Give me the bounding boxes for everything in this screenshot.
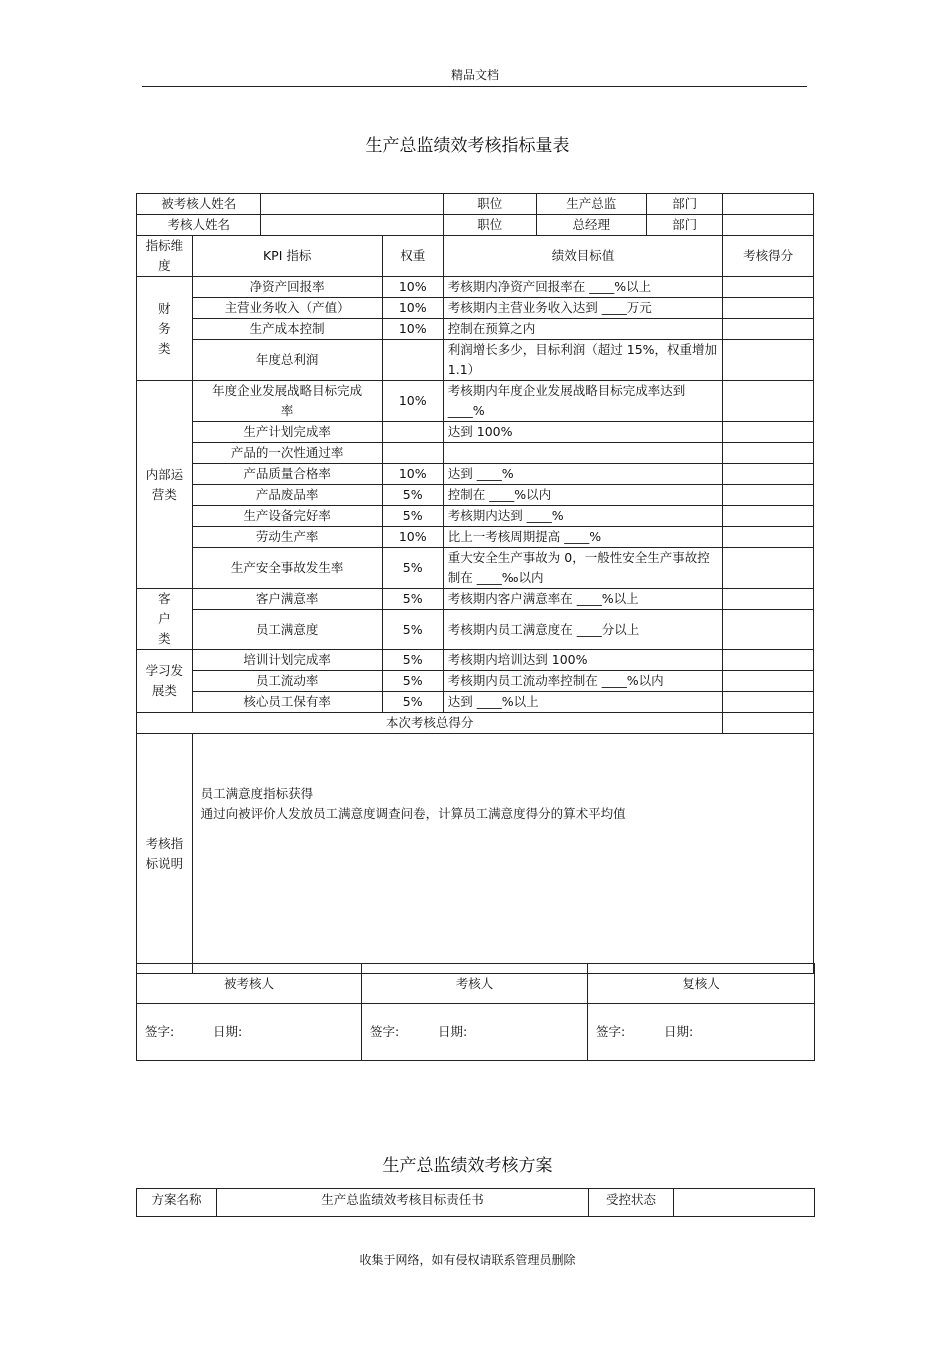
kpi-weight: 5% — [382, 506, 443, 527]
table-row — [137, 650, 814, 671]
kpi-name: 生产计划完成率 — [192, 422, 382, 443]
table-row — [137, 506, 814, 527]
kpi-weight — [382, 443, 443, 464]
kpi-weight: 10% — [382, 464, 443, 485]
header-label: 精品文档 — [450, 68, 499, 82]
footer-note: 收集于网络，如有侵权请联系管理员删除 — [359, 1253, 576, 1267]
reviewer-header: 复核人 — [588, 964, 815, 1004]
table-row — [137, 610, 814, 650]
table-row — [137, 422, 814, 443]
position-label: 职位 — [443, 194, 536, 215]
kpi-score[interactable] — [723, 422, 814, 443]
sign-label: 签字: — [145, 1024, 175, 1039]
kpi-score[interactable] — [723, 277, 814, 298]
total-score-value[interactable] — [723, 713, 814, 734]
kpi-name: 劳动生产率 — [192, 527, 382, 548]
kpi-target: 考核期内净资产回报率在 ____%以上 — [443, 277, 723, 298]
total-row — [137, 713, 814, 734]
position-label: 职位 — [443, 215, 536, 236]
kpi-score[interactable] — [723, 527, 814, 548]
kpi-weight: 5% — [382, 485, 443, 506]
table-row — [137, 485, 814, 506]
kpi-name: 生产成本控制 — [192, 319, 382, 340]
signature-table — [136, 963, 815, 1061]
kpi-score[interactable] — [723, 485, 814, 506]
kpi-name: 产品废品率 — [192, 485, 382, 506]
table-row — [137, 548, 814, 589]
table-row — [137, 692, 814, 713]
date-label: 日期: — [438, 1024, 468, 1039]
evaluatee-name-label: 被考核人姓名 — [137, 194, 261, 215]
kpi-weight: 10% — [382, 319, 443, 340]
kpi-name: 员工流动率 — [192, 671, 382, 692]
kpi-target: 考核期内主营业务收入达到 ____万元 — [443, 298, 723, 319]
signature-header-row — [137, 964, 815, 1004]
kpi-score[interactable] — [723, 610, 814, 650]
kpi-target: 比上一考核周期提高 ____% — [443, 527, 723, 548]
col-score: 考核得分 — [723, 236, 814, 277]
kpi-target: 考核期内员工满意度在 ____分以上 — [443, 610, 723, 650]
table-row — [137, 298, 814, 319]
col-weight: 权重 — [382, 236, 443, 277]
evaluator-signature-cell[interactable] — [362, 1004, 588, 1061]
kpi-name: 产品质量合格率 — [192, 464, 382, 485]
kpi-target: 达到 ____% — [443, 464, 723, 485]
table-row — [137, 589, 814, 610]
signature-row — [137, 1004, 815, 1061]
table-row — [137, 319, 814, 340]
kpi-weight: 10% — [382, 277, 443, 298]
department-label: 部门 — [646, 215, 722, 236]
table-row — [137, 443, 814, 464]
evaluatee-header: 被考核人 — [137, 964, 362, 1004]
kpi-name: 核心员工保有率 — [192, 692, 382, 713]
kpi-target: 利润增长多少，目标利润（超过 15%，权重增加 1.1） — [443, 340, 723, 381]
table-row — [137, 671, 814, 692]
kpi-weight: 5% — [382, 650, 443, 671]
plan-table — [136, 1188, 815, 1217]
evaluator-name-value[interactable] — [261, 215, 443, 236]
sign-label: 签字: — [596, 1024, 626, 1039]
kpi-weight: 10% — [382, 381, 443, 422]
kpi-weight — [382, 422, 443, 443]
kpi-name: 生产设备完好率 — [192, 506, 382, 527]
info-row — [137, 215, 814, 236]
department-label: 部门 — [646, 194, 722, 215]
table-row — [137, 464, 814, 485]
kpi-weight: 5% — [382, 671, 443, 692]
kpi-score[interactable] — [723, 506, 814, 527]
plan-name-label: 方案名称 — [137, 1189, 217, 1217]
kpi-name: 主营业务收入（产值） — [192, 298, 382, 319]
kpi-name: 客户满意率 — [192, 589, 382, 610]
column-header-row — [137, 236, 814, 277]
kpi-weight — [382, 340, 443, 381]
date-label: 日期: — [664, 1024, 694, 1039]
kpi-target: 考核期内达到 ____% — [443, 506, 723, 527]
kpi-weight: 5% — [382, 589, 443, 610]
col-dimension: 指标维度 — [137, 236, 193, 277]
table-row — [137, 277, 814, 298]
kpi-score[interactable] — [723, 381, 814, 422]
kpi-weight: 5% — [382, 692, 443, 713]
table-row — [137, 527, 814, 548]
position-value: 总经理 — [536, 215, 646, 236]
group-customer: 客户类 — [137, 589, 193, 650]
evaluatee-signature-cell[interactable] — [137, 1004, 362, 1061]
evaluator-header: 考核人 — [362, 964, 588, 1004]
kpi-weight: 5% — [382, 548, 443, 589]
kpi-table — [136, 193, 814, 974]
group-operations: 内部运营类 — [137, 381, 193, 589]
kpi-name: 净资产回报率 — [192, 277, 382, 298]
kpi-score[interactable] — [723, 340, 814, 381]
table-row — [137, 381, 814, 422]
kpi-weight: 10% — [382, 298, 443, 319]
department-value[interactable] — [723, 215, 814, 236]
kpi-target: 考核期内客户满意率在 ____%以上 — [443, 589, 723, 610]
kpi-target: 考核期内培训达到 100% — [443, 650, 723, 671]
kpi-target: 考核期内年度企业发展战略目标完成率达到____% — [443, 381, 723, 422]
col-target: 绩效目标值 — [443, 236, 723, 277]
col-kpi: KPI 指标 — [192, 236, 382, 277]
kpi-score[interactable] — [723, 589, 814, 610]
plan-status-value[interactable] — [674, 1189, 815, 1217]
group-learning: 学习发展类 — [137, 650, 193, 713]
kpi-score[interactable] — [723, 671, 814, 692]
kpi-score[interactable] — [723, 548, 814, 589]
plan-name-value: 生产总监绩效考核目标责任书 — [217, 1189, 589, 1217]
kpi-target: 达到 100% — [443, 422, 723, 443]
department-value[interactable] — [723, 194, 814, 215]
notes-label: 考核指标说明 — [137, 734, 193, 974]
kpi-name: 生产安全事故发生率 — [192, 548, 382, 589]
plan-title: 生产总监绩效考核方案 — [382, 1156, 553, 1176]
plan-row — [137, 1189, 815, 1217]
kpi-target — [443, 443, 723, 464]
total-score-label: 本次考核总得分 — [137, 713, 723, 734]
kpi-target: 考核期内员工流动率控制在 ____%以内 — [443, 671, 723, 692]
kpi-name: 产品的一次性通过率 — [192, 443, 382, 464]
kpi-weight: 10% — [382, 527, 443, 548]
group-finance: 财务类 — [137, 277, 193, 381]
kpi-score[interactable] — [723, 692, 814, 713]
kpi-name: 员工满意度 — [192, 610, 382, 650]
kpi-score[interactable] — [723, 650, 814, 671]
notes-content — [192, 734, 813, 974]
kpi-target: 达到 ____%以上 — [443, 692, 723, 713]
kpi-target: 控制在预算之内 — [443, 319, 723, 340]
notes-row — [137, 734, 814, 974]
date-label: 日期: — [213, 1024, 243, 1039]
kpi-name: 年度企业发展战略目标完成率 — [192, 381, 382, 422]
reviewer-signature-cell[interactable] — [588, 1004, 815, 1061]
kpi-score[interactable] — [723, 464, 814, 485]
kpi-score[interactable] — [723, 298, 814, 319]
kpi-target: 控制在 ____%以内 — [443, 485, 723, 506]
notes-line-2: 通过向被评价人发放员工满意度调查问卷，计算员工满意度得分的算术平均值 — [200, 806, 626, 821]
kpi-target: 重大安全生产事故为 0，一般性安全生产事故控制在 ____‰以内 — [443, 548, 723, 589]
kpi-name: 年度总利润 — [192, 340, 382, 381]
kpi-score[interactable] — [723, 319, 814, 340]
info-row — [137, 194, 814, 215]
notes-line-1: 员工满意度指标获得 — [200, 786, 314, 801]
evaluatee-name-value[interactable] — [261, 194, 443, 215]
plan-status-label: 受控状态 — [589, 1189, 674, 1217]
kpi-score[interactable] — [723, 443, 814, 464]
page-title: 生产总监绩效考核指标量表 — [365, 136, 570, 156]
evaluator-name-label: 考核人姓名 — [137, 215, 261, 236]
kpi-name: 培训计划完成率 — [192, 650, 382, 671]
table-row — [137, 340, 814, 381]
position-value: 生产总监 — [536, 194, 646, 215]
kpi-weight: 5% — [382, 610, 443, 650]
sign-label: 签字: — [370, 1024, 400, 1039]
header-divider — [142, 86, 807, 87]
